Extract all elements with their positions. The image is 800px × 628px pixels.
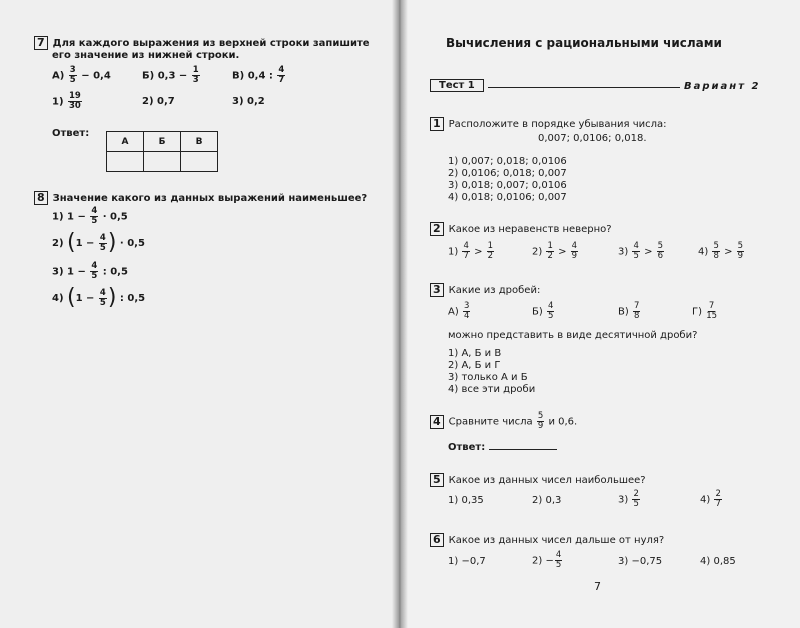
page-title: Вычисления с рациональными числами: [446, 36, 722, 50]
question-5-option-3[interactable]: 3) $\frac{2}{5}$: [618, 489, 639, 509]
task-7-option-a: А) $\frac{3}{5}$ − 0,4: [52, 65, 111, 85]
question-1-option-4[interactable]: 4) 0,018; 0,0106; 0,007: [448, 192, 567, 203]
question-5: 5 Какое из данных чисел наибольшее?: [430, 473, 646, 487]
right-page: [402, 0, 800, 628]
question-5-option-2[interactable]: 2) 0,3: [532, 495, 562, 506]
task-7-answer-label: Ответ:: [52, 128, 90, 139]
task-7: 7 Для каждого выражения из верхней строки запишите: [34, 36, 370, 50]
question-6-option-1[interactable]: 1) −0,7: [448, 556, 486, 567]
question-3-text-2: можно представить в виде десятичной дроби?: [448, 330, 698, 341]
task-8: 8 Значение какого из данных выражений наименьшее?: [34, 191, 367, 205]
answer-cell-a[interactable]: [107, 152, 144, 172]
question-6: 6 Какое из данных чисел дальше от нуля?: [430, 533, 664, 547]
question-1: 1 Расположите в порядке убывания числа:: [430, 117, 667, 131]
task-7-option-v: В) 0,4 : $\frac{4}{7}$: [232, 65, 285, 85]
question-2-option-4[interactable]: 4) $\frac{5}{8}$ > $\frac{5}{9}$: [698, 241, 744, 261]
left-page: [0, 0, 398, 628]
task-7-answer-table[interactable]: [106, 131, 218, 172]
task-7-value-2: 2) 0,7: [142, 96, 175, 107]
question-3-option-3[interactable]: 3) только А и Б: [448, 372, 528, 383]
book-gutter: [392, 0, 408, 628]
question-1-option-1[interactable]: 1) 0,007; 0,018; 0,0106: [448, 156, 567, 167]
question-5-option-1[interactable]: 1) 0,35: [448, 495, 484, 506]
task-7-option-b: Б) 0,3 − $\frac{1}{3}$: [142, 65, 199, 85]
task-7-value-1: 1) $\frac{19}{30}$: [52, 91, 81, 111]
question-2: 2 Какое из неравенств неверно?: [430, 222, 612, 236]
task-7-number: 7: [34, 36, 48, 50]
variant-label: Вариант 2: [684, 81, 761, 92]
task-7-text-2: его значение из нижней строки.: [52, 50, 240, 61]
task-8-option-3: 3) 1 − $\frac{4}{5}$ : 0,5: [52, 261, 128, 281]
question-3-option-4[interactable]: 4) все эти дроби: [448, 384, 536, 395]
task-8-number: 8: [34, 191, 48, 205]
question-6-option-2[interactable]: 2) − $\frac{4}{5}$: [532, 550, 562, 570]
question-3-fraction-g: Г) $\frac{7}{15}$: [692, 301, 718, 321]
answer-header-v: В: [181, 132, 218, 152]
test-header-rule: [488, 87, 680, 88]
task-7-value-3: 3) 0,2: [232, 96, 265, 107]
task-8-option-1: 1) 1 − $\frac{4}{5}$ · 0,5: [52, 206, 128, 226]
question-3: 3 Какие из дробей:: [430, 283, 540, 297]
question-3-fraction-v: В) $\frac{7}{8}$: [618, 301, 640, 321]
question-4-answer: Ответ:: [448, 442, 557, 453]
question-6-option-4[interactable]: 4) 0,85: [700, 556, 736, 567]
question-4: 4 Сравните числа $\frac{5}{9}$ и 0,6.: [430, 412, 577, 431]
answer-cell-v[interactable]: [181, 152, 218, 172]
test-label: Тест 1: [430, 80, 484, 91]
question-4-answer-blank[interactable]: [489, 449, 557, 450]
page-number: 7: [594, 580, 601, 593]
answer-cell-b[interactable]: [144, 152, 181, 172]
question-3-fraction-b: Б) $\frac{4}{5}$: [532, 301, 554, 321]
task-8-option-2: 2) (1 − $\frac{4}{5}$ ) · 0,5: [52, 230, 145, 255]
answer-header-a: А: [107, 132, 144, 152]
question-6-option-3[interactable]: 3) −0,75: [618, 556, 663, 567]
question-2-option-2[interactable]: 2) $\frac{1}{2}$ > $\frac{4}{9}$: [532, 241, 578, 261]
question-3-option-1[interactable]: 1) А, Б и В: [448, 348, 502, 359]
question-2-option-1[interactable]: 1) $\frac{4}{7}$ > $\frac{1}{2}$: [448, 241, 494, 261]
question-3-fraction-a: А) $\frac{3}{4}$: [448, 301, 470, 321]
question-1-numbers: 0,007; 0,0106; 0,018.: [538, 133, 647, 144]
task-8-option-4: 4) (1 − $\frac{4}{5}$ ) : 0,5: [52, 285, 146, 310]
answer-header-b: Б: [144, 132, 181, 152]
question-1-option-3[interactable]: 3) 0,018; 0,007; 0,0106: [448, 180, 567, 191]
question-3-option-2[interactable]: 2) А, Б и Г: [448, 360, 501, 371]
question-1-option-2[interactable]: 2) 0,0106; 0,018; 0,007: [448, 168, 567, 179]
question-5-option-4[interactable]: 4) $\frac{2}{7}$: [700, 489, 721, 509]
question-2-option-3[interactable]: 3) $\frac{4}{5}$ > $\frac{5}{6}$: [618, 241, 664, 261]
